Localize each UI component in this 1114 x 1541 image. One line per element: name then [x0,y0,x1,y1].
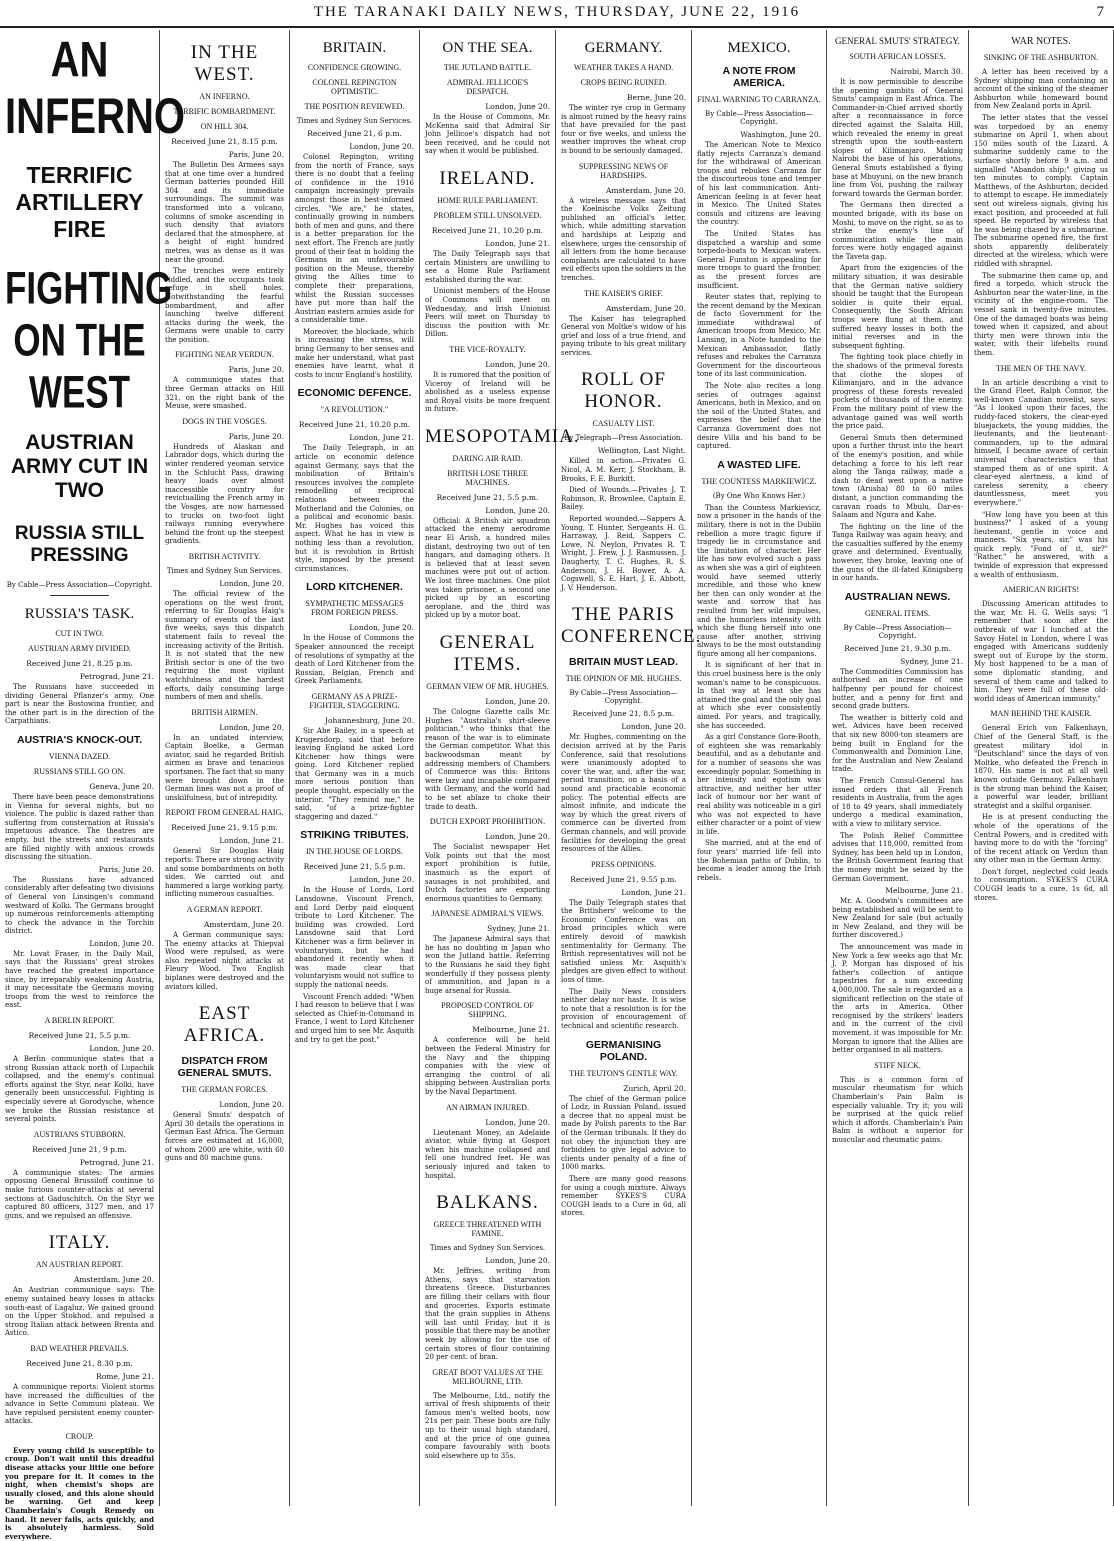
article-title: BRITAIN. [322,40,387,56]
article-subtitle: TERRIFIC BOMBARDMENT. [173,107,276,116]
received-line: Received June 21, 9.15 p.m. [171,823,278,833]
article-body: The weather is bitterly cold and wet. Advices have been received that six new 8000-ton steamers are being built in England for the Commonwealth and Dominion Line, for the Australian and New Zealand trade. [832,713,963,774]
article-title: ITALY. [48,1232,111,1254]
article-body: She married, and at the end of four years' married life fell into the Bohemian paths of Dublin, to become a leader among the Irish rebels. [697,839,821,882]
article-subtitle: THE POSITION REVIEWED. [304,102,405,111]
article-title: GERMANISING POLAND. [585,1038,662,1063]
dateline: London, June 20. [219,1100,284,1110]
article-body: The official review of the operations on the west front, referring to Sir Douglas Haig's summary of events of the last five weeks, says this dispatch statement fails to reveal the increasing activity of the British. It is not stated that the new British sector is one of the two requiring the most vigilant watchfulness and the hardest efforts, daily consuming large numbers of men and shells. [165,589,284,702]
article-body: The American Note to Mexico flatly rejects Carranza's demand for the withdrawal of American troops and rebukes Carranza for the discourteous tone and temper of his last communication. Anti-American feeling is at fever heat in Mexico. The United States consuls and citizens are leaving the country. [697,141,821,227]
article-body: Died of Wounds.—Privates J. T. Robinson, R. Brownlee, Captain E. Bailey. [561,486,686,512]
dateline: Amsterdam, June 20. [606,185,686,195]
article-body: Mr. A. Goodwin's committees are being established and will be sent to New Zealand for sale (but actually in New Zealand, and they will be further discovered.) [832,897,963,940]
article-body: In an undated interview, Captain Boelke, a German aviator, said he regarded British airmen as brave and tenacious sportsmen. The fact that so many were brought down in the German lines was not a proof of unskilfulness, but of intrepidity. [165,733,284,802]
column-5 [556,30,702,1506]
article-body: There have been peace demonstrations in Vienna for several nights, but no violence. The public is dazed rather than suffering from consternation at Russia's impetuous advance. The theatres are empty, but the streets and restaurants are filled nightly with anxious crowds discussing the situation. [5,792,154,862]
article-title: STRIKING TRIBUTES. [300,829,409,842]
advert-body: Don't forget, neglected cold leads to consumption. SYKES'S CURA COUGH leads to a cure. 1s 6d, all stores. [974,867,1108,902]
article-subtitle: DARING AIR RAID. [452,453,523,463]
masthead-title: THE TARANAKI DAILY NEWS, THURSDAY, JUNE 22, 1916 [313,4,801,20]
article-body: General Sir Douglas Haig reports: There are strong activity and some bombardments on both sides. We carried out and hammered a large working party, inflicting numerous casualties. [165,847,284,899]
article-title: A BERLIN REPORT. [44,1016,115,1026]
article-body: The United States has dispatched a warship and some torpedo-boats to Mexican waters. General Funston is appealing for more troops to guard the frontier, as the present forces are insufficient. [697,229,821,290]
article-subtitle: SYMPATHETIC MESSAGES FROM FOREIGN PRESS. [305,599,404,618]
article-body: General Smuts then determined upon a further thrust into the heart of the enemy's position, and while detaching a force to his left rear along the Tanga railway, made a dash to dead west upon a native town (Arusha) 80 to 60 miles distant, a junction commanding the caravan roads to Mbulu, Dar-es-Salaam and Ngura and Kahe. [832,433,963,520]
article-title: THE PARIS CONFERENCE. [561,604,702,648]
article-title: GENERAL ITEMS. [439,632,536,675]
article-body: A communique states that three German attacks on Hill 321, on the right bank of the Meuse, were smashed. [165,376,284,411]
article-body: The winter rye crop in Germany is almost ruined by the heavy rains that have prevailed for the past four or five weeks, and unless the weather improves the wheat crop is bound to be seriously damaged. [561,104,686,155]
article-title: IN THE WEST. [190,42,259,85]
dateline: London, June 20. [219,722,284,732]
article-subtitle: BRITISH LOSE THREE MACHINES. [447,468,528,487]
headline-west: FIGHTING ON THE WEST [5,263,173,418]
article-body: It is rumored that the position of Viceroy of Ireland will be abolished as a useless expense and Royal visits be more frequent in future. [425,370,550,414]
article-title: ON THE SEA. [442,40,533,56]
dateline: London, June 21. [349,433,414,443]
article-title: MAN BEHIND THE KAISER. [990,709,1092,719]
article-body: General Erich von Falkenhayn, Chief of the General Staff, is the greatest military idol in "Deutschland" since the days of von Moltke, who defeated the French in 1870. His name is not at all well known outside Germany. Falkenhayn is the strong man behind the Kaiser, a powerful war leader, brilliant strategist and a skilful organiser. [974,724,1108,810]
advert-body: The Melbourne, Ltd., notify the arrival of fresh shipments of their famous men's welted boots, now 21s per pair. These boots are fully up to their usual high standard, and at the price of one guinea compare favourably with boots sold elsewhere up to 35s. [425,1391,550,1460]
page-number: 7 [1096,4,1104,20]
dateline: Amsterdam, June 20. [204,920,284,929]
article-body: Mr. Jeffries, writing from Athens, says that starvation threatens Greece. Disturbances are filling their cellars with flour and groceries. Exports estimate that the grain supplies in Athens will last until Friday, but it is possible that there may be another week by allowing for the use of certain stores of flour containing 20 per cent. of bran. [425,1267,550,1362]
article-body: The Daily Telegraph says that certain Ministers are unwilling to see a Home Rule Parliament established during the war. [425,249,550,284]
article-subtitle: GENERAL ITEMS. [864,608,931,618]
headline-austrian: AUSTRIAN ARMY CUT IN TWO [10,431,149,502]
advert-body: Every young child is susceptible to croup. Don't wait until this dreadful disease attacks your little one before you prepare for it. It comes in the night, when chemist's shops are usually closed, and this alone should be warning. Get and keep Chamberlain's Cough Remedy on hand. It never fails, acts quickly, and is absolutely harmless. Sold everywhere. [5,1445,154,1541]
article-body: Killed in action.—Privates G. Nicol, A. M. Kerr, J. Stockham, B. Brooks, F. E. Burkitt. [561,457,686,483]
received-line: Received June 21, 9.30 p.m. [844,643,951,653]
byline: Times and Sydney Sun Services. [296,117,413,125]
article-body: It is significant of her that in this cruel business here is the only woman's name to be conspicuous. In that way at least she has attained the goal and the only goal at which she ever consistently aimed. For years, and tragically, she has succeeded. [697,661,821,730]
article-title: REPORT FROM GENERAL HAIG. [165,808,284,818]
article-title: ECONOMIC DEFENCE. [297,387,412,400]
article-subtitle: DUTCH EXPORT PROHIBITION. [429,817,546,827]
received-line: Received June 21, 9.55 p.m. [570,874,677,884]
article-subtitle: A NOTE FROM AMERICA. [722,65,796,89]
article-body: An Austrian communique says: The enemy sustained heavy losses in attacks south-east of Lagaluz. We gained ground on the Upper Stokhod, and repulsed a strong Italian attack between Brenta and Astico. [5,1286,154,1338]
received-line: Received June 21, 8.5 p.m. [572,709,675,719]
dateline: London, June 20. [621,722,686,732]
article-body: Official: A British air squadron attacked the enemy aerodrome near El Arish, a hundred miles distant, destroying two out of ten hangars, and damaging others. It is believed that at least seven machines were put out of action. We lost three machines. One pilot was taken prisoner, a second one picked up by an escorting aeroplane, and the third was picked up by a motor boat. [425,516,550,620]
article-title: ROLL OF HONOR. [581,369,666,413]
byline: Times and Sydney Sun Services. [429,1244,546,1253]
article-title: WAR NOTES. [1011,36,1071,47]
received-line: Received June 21, 5.5 p.m. [436,492,539,502]
article-body: Discussing American attitudes to the war, Mr. H. G. Wells says: "I remember that soon after the outbreak of war I lunched at the Savoy Hotel in London, where I was engaged with Americans suddenly swept out of Europe by the storm. My host happened to be a man of some diplomatic standing, and several of them came and talked to him. They were full of these old-world ideas of American immunity." [974,600,1108,703]
article-title: MESOPOTAMIA. [425,425,580,447]
received-line: Received June 21, 6 p.m. [307,129,402,138]
article-body: General Smuts' despatch of April 30 details the operations in German East Africa. The German forces are estimated at 16,000, of whom 2000 are white, with 60 guns and 80 machine guns. [165,1111,284,1163]
article-subtitle: THE JUTLAND BATTLE. [443,63,532,72]
article-subtitle: GREECE THREATENED WITH FAMINE. [433,1220,542,1239]
headline-russia: RUSSIA STILL PRESSING [14,523,145,566]
article-body: Sir Abe Bailey, in a speech at Krugersdorp, said that before leaving England he asked Lord Kitchener how things were going. Lord Kitchener replied that Germany was in a much more serious position than people thought, especially on the interior. "They remind me," he said, "of a prize-fighter staggering and dazed." [295,726,414,821]
article-body: A Berlin communique states that a strong Russian attack north of Lupachik collapsed, and the enemy's continual efforts against the Styr, near Kolki, have generally been unsuccessful. Fighting is especially severe at Gorodysche, whence we broke the Russian resistance at several points. [5,1055,154,1124]
article-body: The French Consul-General has issued orders that all French residents in Australia, from the ages of 18 to 49 years, shall immediately undergo a medical examination, with a view to military service. [832,776,963,828]
article-title: AUSTRALIAN NEWS. [844,590,951,603]
article-title: THE VICE-ROYALTY. [449,344,526,354]
article-body: Lieutenant Money, an Adelaide aviator, while flying at Gosport when his machine collapsed and fell one hundred feet. He was seriously injured and taken to hospital. [425,1128,550,1180]
article-title: A GERMAN REPORT. [186,905,263,914]
article-subtitle: IN THE HOUSE OF LORDS. [306,847,403,857]
article-body: The Germans then directed a mounted brigade, with its base on Moshi, to move on the right, so as to strike the enemy's line of communication while the main forces were hotly engaged against the Taveta gap. [832,201,963,261]
article-body: In an article describing a visit to the Grand Fleet, Ralph Connor, the well-known Canadian novelist, says: "As I looked upon their faces, the ruddy-faced stokers, the clear-eyed bluejackets, the young middies, the lieutenants, and the lieutenant-commanders, up to the admiral himself, I became aware of certain universal characteristics that stamped them as of one spirit. A clear-eyed alertness, a kind of careless serenity, a cheery dauntlessness, meet you everywhere." [974,378,1108,507]
dateline: Johannesburg, June 20. [325,715,414,725]
column-8 [969,30,1114,1506]
byline: Times and Sydney Sun Services. [166,566,283,575]
article-title: THE KAISER'S GRIEF. [584,288,663,298]
dateline: Berne, June 20. [627,93,686,102]
article-title: AN AIRMAN INJURED. [446,1102,529,1112]
article-title: PRESS OPINIONS. [591,859,656,869]
article-body: Unionist members of the House of Commons will meet on Wednesday, and Irish Unionist Peers will meet on Thursday to discuss the position with Mr. Dillon. [425,287,550,339]
received-line: Received June 21, 5.5 p.m. [28,1031,131,1041]
article-title: IRELAND. [439,167,536,189]
dateline: Petrograd, June 21. [79,1157,154,1167]
column-3 [290,30,420,1506]
article-body: The fighting on the line of the Tanga Railway was again heavy, and the casualties suffered by the enemy grave and determined. Eventually, however, they broke, leaving one of the guns of the ill-fated Königsberg in our hands. [832,522,963,583]
article-subtitle: THE COUNTESS MARKIEWICZ. [701,476,817,486]
advert-body: This is a common form of muscular rheumatism for which Chamberlain's Pain Balm is especially valuable. Try it; you will be surprised at the quick relief which it affords. Chamberlain's Pain Balm is without a superior for muscular and rheumatic pains. [832,1075,963,1144]
column-7 [827,30,969,1506]
article-body: The Daily News considers neither delay nor haste. It is wise to note that a resolution is for the provision of encouragement of technical and scientific research. [561,987,686,1030]
article-title: GERMANY. [584,40,663,56]
article-body: Mr. Hughes, commenting on the decision arrived at by the Paris Conference, said that resolutions were unanimously adopted to cover the war, and, after the war, period transition, on a basis of a sound and practicable economic policy. The potential effects are almost infinite, and indicate the way by which the great rivers of commerce can be diverted from German channels, and will provide facilities for developing the great resources of the Allies. [561,733,686,854]
advert-title: STIFF NECK. [874,1060,921,1070]
dateline: Nairobi, March 30. [890,67,963,76]
headline-inferno: AN INFERNO [5,32,185,144]
article-body: In the House of Commons, Mr. McKenna said that Admiral Sir John Jellicoe's dispatch had not been received, and he could not say when it would be published. [425,113,550,156]
article-body: The Note also recites a long series of outrages against Americans, both in Mexico, and on the soil of the United States, and expresses the belief that the Carranza Government does not desire Villa and his band to be captured. [697,382,821,451]
article-body: A letter has been received by a Sydney shipping man containing an account of the sinking of the steamer Ashburton while homeward bound from New Zealand ports in April. [974,68,1108,111]
article-body: Moreover, the blockade, which is increasing the stress, will bring Germany to her senses and make her understand, what past enemies have learnt, what it costs to incur England's hostility. [295,327,414,379]
article-body: The fighting took place chiefly in the shadows of the primeval forests that clothe the slopes of Kilimanjaro, and in the advance progress of these forests revealed pockets of thousands of the enemy. From the military point of view the advantage gained was well worth the price paid. [832,353,963,431]
article-body: Than the Countess Markievicz, now a prisoner in the hands of the military, there is not in the Dublin rebellion a more tragic figure if tragedy lie in circumstance and the limitation of character. Her life has now evolved such a pass as when she was a girl of eighteen would have seemed utterly incredible, and those who knew her then can only wonder at the waste and sorrow that has resulted from her wild impulses, and the humorless intensity with which she flung herself into one cause after another, striving always to be the most outstanding figure among all her companions. [697,503,821,658]
dateline: London, June 21. [621,887,686,897]
dateline: London, June 20. [485,832,550,842]
advert-title: GREAT BOOT VALUES AT THE MELBOURNE, LTD. [432,1367,543,1386]
byline: By Cable—Press Association—Copyright. [705,110,813,126]
article-title: FIGHTING NEAR VERDUN. [175,350,274,360]
column-1 [0,30,185,1541]
dateline: Zurich, April 20. [623,1083,686,1093]
article-title: RUSSIA'S TASK. [24,606,135,622]
dateline: Sydney, June 21. [487,924,550,934]
article-body: A communique reports: Violent storms have increased the difficulties of the advance in Sette Communi plateau. We have repulsed persistent enemy counter-attacks. [5,1382,154,1426]
article-subtitle: THE TEUTON'S GENTLE WAY. [569,1068,678,1078]
article-subtitle: "A REVOLUTION." [320,405,389,415]
article-body: The Commodities Commission has authorised an increase of one halfpenny per pound for choicest butter, and a penny for first and second grade butters. [832,667,963,711]
byline: By Cable—Press Association—Copyright. [569,689,678,706]
article-subtitle: AN INFERNO. [199,92,250,101]
article-body: The letter states that the vessel was torpedoed by an enemy submarine on April 1, when about 150 miles south of the Lizard. A submarine suddenly came to the surface shortly before 9 a.m. and signalled "Abandon ship;" giving us ten minutes to comply. Captain Matthews, of the Ashburton, decided to attempt to escape. He immediately sent out wireless signals, giving his exact position, and proceeded at full speed. He reported by wireless that he was being chased by a submarine. The submarine opened fire, the first shots apparently deliberately directed at the wireless, which were riddled with shrapnel. [974,113,1108,269]
article-body: In the House of Commons the Speaker announced the receipt of resolutions of sympathy at the death of Lord Kitchener from the Russian, Belgian, French and Greek Parliaments. [295,634,414,686]
received-line: Received June 21, 9 p.m. [32,1144,127,1154]
article-body: The trenches were entirely riddled, and the occupants took refuge in shell holes. Notwithstanding the fearful bombardment, and after launching twelve different attacks during the week, the Germans were unable to carry the position. [165,267,284,344]
dateline: Wellington, Last Night. [597,446,686,456]
article-subtitle: GERMAN VIEW OF MR. HUGHES. [426,682,549,691]
dateline: Amsterdam, June 20. [74,1275,154,1285]
article-subtitle: COLONEL REPINGTON OPTIMISTIC. [312,78,397,96]
article-body: The Bulletin Des Armees says that at one time over a hundred German batteries pounded Hill 304 and its immediate surroundings. The summit was transformed into a volcano, columns of smoke ascending in such density that aviators declared that the atmosphere, at a height of eight hundred metres, was as dense as it was near the ground. [165,161,284,264]
dateline: Rome, June 21. [96,1371,154,1381]
article-body: The chief of the German police of Lodz, in Russian Poland, issued a decree that no appeal must be made by Polish parents to the Bar of the German tribunals. If they do not obey the injunction they are forbidden to give legal advice to clients under penalty of a fine of 1000 marks. [561,1094,686,1172]
article-subtitle: FINAL WARNING TO CARRANZA. [697,95,821,104]
dateline: Melbourne, June 21. [885,886,963,896]
article-title: AUSTRIANS STUBBORN. [33,1129,126,1139]
byline: By Cable—Press Association—Copyright. [6,581,153,589]
article-subtitle: AN AUSTRIAN REPORT. [35,1260,124,1270]
article-title: DOGS IN THE VOSGES. [182,416,267,426]
article-subtitle: CASUALTY LIST. [592,419,655,429]
article-body: The announcement was made in New York a few weeks ago that Mr. J. P. Morgan has disposed of his father's collection of antique tapestries for a sum exceeding 4,000,000. The sale is regarded as a significant reflection on the state of the arts in America. Other recognised by the strikers' leaders and in the current of the civil movement, it was impossible for Mr. Morgan to ignore that the Allies are better organised in all matters. [832,943,963,1055]
article-subtitle: ADMIRAL JELLICOE'S DESPATCH. [446,78,529,96]
article-subtitle: ON HILL 304. [200,122,249,131]
article-title: GENERAL SMUTS' STRATEGY. [835,36,960,46]
dateline: London, June 20. [485,102,550,111]
article-title: GERMANY AS A PRIZE-FIGHTER, STAGGERING. [309,691,400,710]
received-line: Received June 21, 10.20 p.m. [298,420,411,430]
article-body: As a girl Constance Gore-Booth, of eighteen she was remarkably beautiful, and as a debutante and for a number of seasons she was exceedingly popular. Something in her intensity and egotism was attractive, and neither her utter lack of humour nor her want of real ability was noticeable in a girl who was not expected to have either character or a point of view in life. [697,733,821,836]
article-body: He is at present conducting the whole of the operations of the Central Powers, and is credited with having more to do with the "forcing" of the recent attack on Verdun than any other man in the German Army. [974,813,1108,865]
dateline: London, June 21. [485,238,550,248]
byline: By Cable—Press Association—Copyright. [843,623,952,640]
dateline: Paris, June 20. [228,365,284,375]
article-body: The Cologne Gazette calls Mr. Hughes "Australia's shirt-sleeve politician," who thinks that the reason of the war is to eliminate the German competitor. What this backwoodsman meant by addressing members of Chambers of Commerce was this: Britons were lazy and incapable compared with Germany, and the world had to be set ablaze to choke their trade to death. [425,708,550,811]
article-title: BALKANS. [436,1192,539,1214]
article-body: Colonel Repington, writing from the north of France, says there is no doubt that a feeling of confidence in the 1916 campaign increasingly prevails amongst those in best-informed circles. "We are," he states, continually growing in numbers both of men and guns, and there is a better preparation for the next effort. The French are justly proud of their feat in holding the Germans in an unfavourable position on the Meuse, thereby giving the Allies time to complete their preparations, whilst the Russian successes have put more than half the Austrian eastern armies aside for a considerable time. [295,153,414,325]
article-subtitle: RUSSIANS STILL GO ON. [33,766,126,776]
dateline: Amsterdam, June 20. [606,303,686,313]
article-body: Hundreds of Alaskan and Labrador dogs, which during the winter rendered yeoman service in the Schlucht Pass, drawing heavy loads over almost inaccessible country for revictualling the French army in the Vosges, are now harnessed to trucks on two-foot light railways running everywhere behind the front up the steepest gradients. [165,442,284,546]
dateline: London, June 20. [349,142,414,151]
article-subtitle: AUSTRIAN ARMY DIVIDED. [27,644,132,653]
article-body: Viscount French added: "When I had reason to believe that I was selected as Chief-in-Command in France, I went to Lord Kitchener and urged him to see Mr. Asquith and try to get the post." [295,992,414,1044]
masthead [0,0,1114,28]
article-subtitle: BAD WEATHER PREVAILS. [30,1343,129,1353]
article-subtitle: THE GERMAN FORCES. [181,1085,268,1095]
column-2 [160,30,290,1506]
article-body: Reuter states that, replying to the recent demand by the Mexican de facto Government for the immediate withdrawal of American troops from Mexico, Mr. Lansing, in a Note handed to the Mexican Ambassador, flatly refuses and rebukes the Carranza Government for the discourteous tone of its last communication. [697,293,821,379]
article-subtitle: SOUTH AFRICAN LOSSES. [849,52,946,61]
column-4 [420,30,580,1506]
received-line: Received June 21, 5.5 p.m. [303,862,406,872]
article-title: A WASTED LIFE. [717,458,801,471]
dateline: London, June 20. [89,938,154,948]
article-title: BRITISH ACTIVITY. [188,551,261,561]
article-body: The Kaiser has telegraphed General von Moltke's widow of his grief and loss of a true friend, and paying tribute to his great military services. [561,314,686,357]
dateline: Paris, June 20. [98,864,154,874]
byline: By Telegraph—Press Association. [564,434,683,443]
article-subtitle: BRITAIN MUST LEAD. [569,656,678,669]
advert-body: There are many good reasons for using a cough mixture. Always remember SYKES'S CURA COUGH leads to a Cure in 6d, all stores. [561,1174,686,1218]
dateline: London, June 20. [485,1256,550,1266]
article-body: A communique states: The armies opposing General Brussiloff continue to make furious counter-attacks at several sections at Gaduschitch. On the Styr we captured 80 officers, 3127 men, and 17 guns, and we repulsed an offensive. [5,1168,154,1220]
dateline: London, June 20. [349,623,414,633]
article-title: SUPPRESSING NEWS OF HARDSHIPS. [578,161,669,180]
article-subtitle: CUT IN TWO. [55,629,104,638]
article-title: PROPOSED CONTROL OF SHIPPING. [441,1001,534,1020]
article-title: LORD KITCHENER. [306,581,403,594]
received-line: Received June 21, 8.15 p.m. [171,137,278,146]
received-line: Received June 21, 8.30 p.m. [26,1358,133,1368]
article-body: A conference will be held between the Federal Ministry for the Navy and the shipping companies with the view of arranging the control of all shipping between Australian ports by the Naval Department. [425,1036,550,1096]
dateline: Geneva, June 20. [89,781,154,791]
article-body: The Polish Relief Committee advises that 118,000, remitted from Sydney, has been held up in London, the British Government fearing that the money might be seized by the German Government. [832,831,963,883]
article-body: In the House of Lords, Lord Lansdowne, Viscount French, and Lord Derby paid eloquent tribute to Lord Kitchener. The building was crowded. Lord Lansdowne said that Lord Kitchener was a firm believer in voluntaryism, but he had abandoned it recently when it was made clear that voluntaryism would not suffice to supply the national needs. [295,886,414,989]
dateline: London, June 20. [89,1044,154,1054]
article-subtitle: SINKING OF THE ASHBURTON. [983,53,1099,62]
article-body: The Russians have advanced considerably after defeating two divisions of General von Linsingen's command westward of Kolki. The Germans brought up numerous reinforcements attempting to check the advance in the Torchin district. [5,875,154,936]
article-body: Mr. Lovat Fraser, in the Daily Mail, says that the Russians' great strokes have reached the greatest importance since, by irreparably weakening Austria, it may necessitate the Germans moving troops from the west to reinforce the east. [5,949,154,1010]
article-body: The submarine then came up, and fired a torpedo, which struck the Ashburton near the water-line, in the vicinity of the engine-room. The vessel sank in twenty-five minutes. One of the damaged boats was being towed when it capsized, and about thirty men were thrown into the water, with their lifebelts round them. [974,271,1108,357]
dateline: Paris, June 20. [228,431,284,441]
article-title: BRITISH AIRMEN. [191,707,258,717]
dateline: London, June 20. [485,505,550,515]
dateline: London, June 21. [219,836,284,846]
article-title: AUSTRIA'S KNOCK-OUT. [17,733,142,746]
article-body: The Japanese Admiral says that he has no doubting in Japan who won the Jutland battle. Referring to the Russians he said they fight wonderfully if they possess plenty of ammunition, and Japan is a huge arsenal for Russia. [425,935,550,995]
article-body: Reported wounded.—Sappers A. Young, T. Hunter, Sergeants H. G. Harraway, J. Reid, Sappers C. Lowe, N. Neylon, Privates R. T. Wright, J. Frew, J. J. Rasmussen, J. Daugherty, T. C. Hughes, R. S. Anderson, J. H. Bower, A. A. Cogswell, S. E. Hart, J. E. Abbott, J. V. Henderson. [561,515,686,592]
dateline: Paris, June 20. [228,150,284,159]
article-body: The Russians have succeeded in dividing General Pflanzer's army. One part is near the Bostowina frontier, and the other part is in the direction of the Carpathians. [5,683,154,726]
article-subtitle: DISPATCH FROM GENERAL SMUTS. [177,1055,272,1080]
dateline: London, June 20. [485,359,550,369]
article-subtitle: VIENNA DAZED. [48,751,111,761]
dateline: Melbourne, June 21. [472,1025,550,1035]
dateline: London, June 20. [219,578,284,588]
article-subtitle: THE OPINION OF MR. HUGHES. [565,674,682,684]
article-subtitle: PROBLEM STILL UNSOLVED. [433,210,542,220]
article-body: It is now permissible to describe the opening gambits of General Smuts' campaign in East Africa. The Commander-in-Chief arrived shortly after a reconnaissance in force directed against the Salaita Hill, which revealed the enemy in great strength upon the south-eastern slopes of Kilimanjaro. Making Nairobi the base of his operations, General Smuts established a flying base at Mbuyuni, on the new branch line from Voi, pushing the railway forward towards the German border. [832,78,963,198]
article-subtitle: WEATHER TAKES A HAND. [573,63,674,72]
article-subtitle: CONFIDENCE GROWING. [307,63,402,72]
article-body: A German communique says: The enemy attacks at Thiepval Wood were repulsed, as were also repeated night attacks at Fleury Wood. Two English biplanes were destroyed and the aviators killed. [165,931,284,991]
column-6 [692,30,827,1506]
article-subtitle: HOME RULE PARLIAMENT. [437,195,538,205]
received-line: Received June 21, 10.20 p.m. [431,225,544,235]
article-title: THE MEN OF THE NAVY. [995,363,1086,373]
article-body: "How long have you been at this business?" I asked of a young lieutenant, gentle in voice and manners. "Six years, sir," was his quick reply. "Fond of it, sir?" "Rather," he answered, with a twinkle of expression that expressed a wealth of enthusiasm. [974,510,1108,579]
received-line: Received June 21, 8.25 p.m. [26,659,133,668]
article-body: The Daily Telegraph, in an article on economic defence against Germany, says that the mobilisation of Britain's resources involves the complete remodelling of reciprocal relations between the Motherland and the Colonies, on a political and economic basis. Mr. Hughes has voiced this aspect. What he has in view is nothing less than a revolution, but it is revolution in British style, imposed by the present circumstances. [295,444,414,573]
article-body: A wireless message says that the Koelnische Volks Zeitung published an official's letter, which, while admitting starvation and hardships at Leipzig and elsewhere, urges the censorship of all letters from the home because complaints are calculated to have evil effects upon the soldiers in the trenches. [561,196,686,282]
dateline: Sydney, June 21. [900,656,963,666]
article-subtitle: CROPS BEING RUINED. [580,78,667,87]
dateline: London, June 20. [485,1117,550,1127]
article-body: The Socialist newspaper Het Volk points out that the most export prohibition is futile, inasmuch as the export of sausages is not prohibited, and Dutch factories are exporting enormous quantities to Germany. [425,843,550,903]
article-body: The Daily Telegraph states that the Britishers' welcome to the Economic Conference was on broad principles which were entirely devoid of mawkish sentimentality for Germany. The British representatives will not be satisfied unless Mr. Asquith's pledges are given effect to without loss of time. [561,898,686,985]
article-title: AMERICAN RIGHTS! [1002,585,1080,595]
article-body: Apart from the exigencies of the military situation, it was desirable that the German native soldiery should be taught that the European soldier is quite their equal. Consequently, the South African troops were flung at them, and suffered heavy losses in both the initial reverses and in the subsequent fighting. [832,264,963,350]
article-title: EAST AFRICA. [183,1003,266,1047]
dateline: Washington, June 20. [740,130,821,139]
advert-title: CROUP. [65,1431,94,1441]
headline-artillery: TERRIFIC ARTILLERY FIRE [15,162,144,242]
dateline: Petrograd, June 21. [79,672,154,681]
article-title: MEXICO. [727,40,791,56]
byline: (By One Who Knows Her.) [712,491,806,500]
dateline: London, June 20. [349,875,414,885]
dateline: London, June 20. [485,697,550,706]
article-title: JAPANESE ADMIRAL'S VIEWS. [431,909,544,919]
